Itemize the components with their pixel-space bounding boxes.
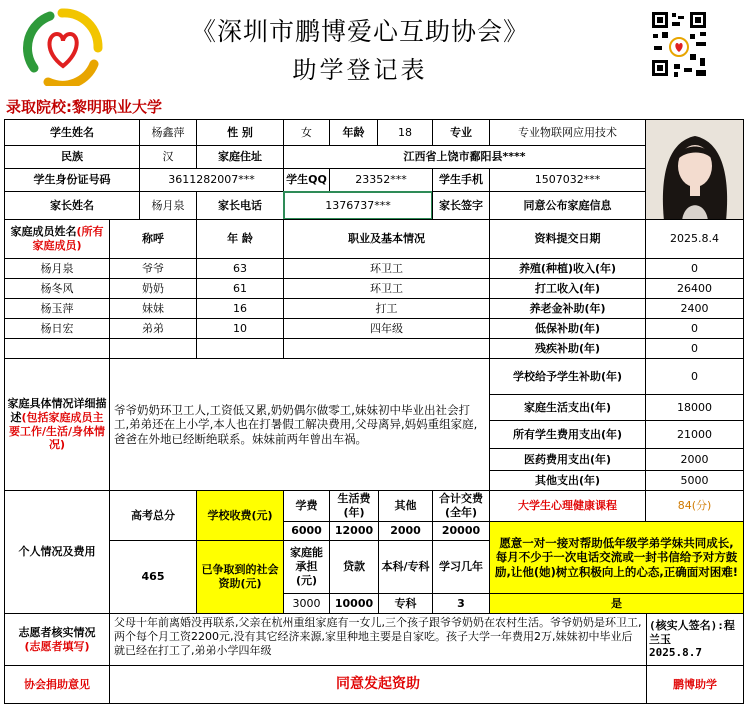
family-member-job: 环卫工: [283, 278, 490, 299]
student-phone-value: 1507032***: [489, 168, 646, 192]
situation-text: 爷爷奶奶环卫工人,工资低又累,奶奶偶尔做零工,妹妹初中毕业出社会打工,弟弟还在上小学,本人也在打暑假工解决费用,父母离异,妈妈重组家庭,爸爸在外地已经断绝联系。妹妹前两年曾出车祸。: [109, 358, 490, 491]
student-photo: [645, 119, 744, 220]
total-fee-label: 合计交费(全年): [432, 490, 490, 522]
family-member-relation: 爷爷: [109, 258, 197, 279]
finance-value: 18000: [645, 394, 744, 421]
family-members-label: 家庭成员姓名(所有家庭成员): [4, 219, 110, 259]
tuition-value: 6000: [283, 521, 330, 541]
other-fee-value: 2000: [378, 521, 433, 541]
family-afford-value: 3000: [283, 593, 330, 614]
empty-cell: [283, 338, 490, 359]
age-value: 18: [377, 119, 433, 146]
empty-cell: [109, 338, 197, 359]
living-label: 生活费(年): [329, 490, 379, 522]
situation-label: 家庭具体情况详细描述(包括家庭成员主要工作/生活/身体情况): [4, 358, 110, 491]
years-label: 学习几年: [432, 540, 490, 594]
student-id-value: 3611282007***: [139, 168, 284, 192]
finance-label: 医药费用支出(年): [489, 448, 646, 471]
major-label: 专业: [432, 119, 490, 146]
family-member-relation: 弟弟: [109, 318, 197, 339]
address-value: 江西省上饶市鄱阳县****: [283, 145, 646, 169]
parent-sign-label: 家长签字: [432, 191, 490, 220]
finance-label: 家庭生活支出(年): [489, 394, 646, 421]
form-table: [4, 119, 744, 704]
student-name-label: 学生姓名: [4, 119, 140, 146]
family-member-age: 10: [196, 318, 284, 339]
parent-phone-value[interactable]: 1376737***: [283, 191, 433, 220]
finance-value: 0: [645, 258, 744, 279]
opinion-label: 协会捐助意见: [4, 665, 110, 704]
form-subtitle: 助学登记表: [292, 56, 428, 84]
loan-label: 贷款: [329, 540, 379, 594]
family-member-name: 杨月泉: [4, 258, 110, 279]
finance-label: 低保补助(年): [489, 318, 646, 339]
family-member-age: 16: [196, 298, 284, 319]
finance-value: 2400: [645, 298, 744, 319]
student-qq-label: 学生QQ: [283, 168, 330, 192]
student-id-label: 学生身份证号码: [4, 168, 140, 192]
social-aid-label: 已争取到的社会资助(元): [196, 540, 284, 614]
empty-cell: [4, 338, 110, 359]
student-name-value: 杨鑫萍: [139, 119, 197, 146]
finance-label: 养殖(种植)收入(年): [489, 258, 646, 279]
student-qq-value: 23352***: [329, 168, 433, 192]
parent-consent: 同意公布家庭信息: [489, 191, 646, 220]
family-member-name: 杨玉萍: [4, 298, 110, 319]
finance-label: 残疾补助(年): [489, 338, 646, 359]
other-fee-label: 其他: [378, 490, 433, 522]
score-label: 高考总分: [109, 490, 197, 541]
tuition-label: 学费: [283, 490, 330, 522]
ethnic-label: 民族: [4, 145, 140, 169]
verify-signature: [646, 613, 744, 666]
family-afford-label: 家庭能承担(元): [283, 540, 330, 594]
finance-value: 2000: [645, 448, 744, 471]
address-label: 家庭住址: [196, 145, 284, 169]
psych-course-score: 84(分): [645, 490, 744, 522]
family-member-relation: 妹妹: [109, 298, 197, 319]
finance-value: 0: [645, 358, 744, 395]
family-member-age: 61: [196, 278, 284, 299]
family-member-job: 四年级: [283, 318, 490, 339]
submit-date-label: 资料提交日期: [489, 219, 646, 259]
personal-label: 个人情况及费用: [4, 490, 110, 614]
verify-text: 父母十年前离婚没再联系,父亲在杭州重组家庭有一女儿,三个孩子跟爷爷奶奶在农村生活。爷爷奶奶是环卫工,两个每个月工资2200元,没有其它经济来源,家里种地主要是自家吃。孩子大学一年费用2万,妹妹初中毕业后就已经在打工了,弟弟小学四年级: [109, 613, 647, 666]
checker-name: (核实人签名):程兰玉: [649, 618, 735, 646]
verify-label: 志愿者核实情况 (志愿者填写): [4, 613, 110, 666]
form-title: 《深圳市鹏博爱心互助协会》: [190, 17, 529, 46]
gender-label: 性 别: [196, 119, 284, 146]
student-portrait-icon: [646, 120, 744, 220]
relation-header: 称呼: [109, 219, 197, 259]
psych-course-label: 大学生心理健康课程: [489, 490, 646, 522]
admitted-school: 录取院校:黎明职业大学: [6, 98, 162, 116]
opinion-value: 同意发起资助: [109, 665, 647, 704]
job-header: 职业及基本情况: [283, 219, 490, 259]
member-age-header: 年 龄: [196, 219, 284, 259]
form-header: [0, 0, 744, 92]
finance-label: 打工收入(年): [489, 278, 646, 299]
finance-value: 21000: [645, 420, 744, 449]
parent-name-value: 杨月泉: [139, 191, 197, 220]
finance-value: 0: [645, 318, 744, 339]
family-member-name: 杨日宏: [4, 318, 110, 339]
gender-value: 女: [283, 119, 330, 146]
age-label: 年龄: [329, 119, 378, 146]
level-value: 专科: [378, 593, 433, 614]
finance-label: 所有学生费用支出(年): [489, 420, 646, 449]
empty-cell: [196, 338, 284, 359]
finance-label: 其他支出(年): [489, 470, 646, 491]
finance-value: 5000: [645, 470, 744, 491]
family-member-job: 打工: [283, 298, 490, 319]
living-value: 12000: [329, 521, 379, 541]
finance-label: 学校给予学生补助(年): [489, 358, 646, 395]
verify-date: 2025.8.7: [649, 646, 702, 660]
submit-date-value: 2025.8.4: [645, 219, 744, 259]
major-value: 专业物联网应用技术: [489, 119, 646, 146]
finance-value: 0: [645, 338, 744, 359]
score-value: 465: [109, 540, 197, 614]
school-fee-label: 学校收费(元): [196, 490, 284, 541]
finance-value: 26400: [645, 278, 744, 299]
parent-phone-label: 家长电话: [196, 191, 284, 220]
ethnic-value: 汉: [139, 145, 197, 169]
organization-name: 鹏博助学: [646, 665, 744, 704]
mentor-pledge: 愿意一对一接对帮助低年级学弟学妹共同成长,每月不少于一次电话交流或一封书信给予对方鼓励,让他(她)树立积极向上的心态,正确面对困难!: [489, 521, 744, 594]
qr-code-icon: [650, 10, 708, 80]
student-phone-label: 学生手机: [432, 168, 490, 192]
mentor-pledge-answer: 是: [489, 593, 744, 614]
total-fee-value: 20000: [432, 521, 490, 541]
family-member-job: 环卫工: [283, 258, 490, 279]
parent-name-label: 家长姓名: [4, 191, 140, 220]
loan-value: 10000: [329, 593, 379, 614]
family-member-name: 杨冬风: [4, 278, 110, 299]
finance-label: 养老金补助(年): [489, 298, 646, 319]
family-member-age: 63: [196, 258, 284, 279]
years-value: 3: [432, 593, 490, 614]
family-member-relation: 奶奶: [109, 278, 197, 299]
level-label: 本科/专科: [378, 540, 433, 594]
heart-logo-icon: [22, 8, 104, 86]
